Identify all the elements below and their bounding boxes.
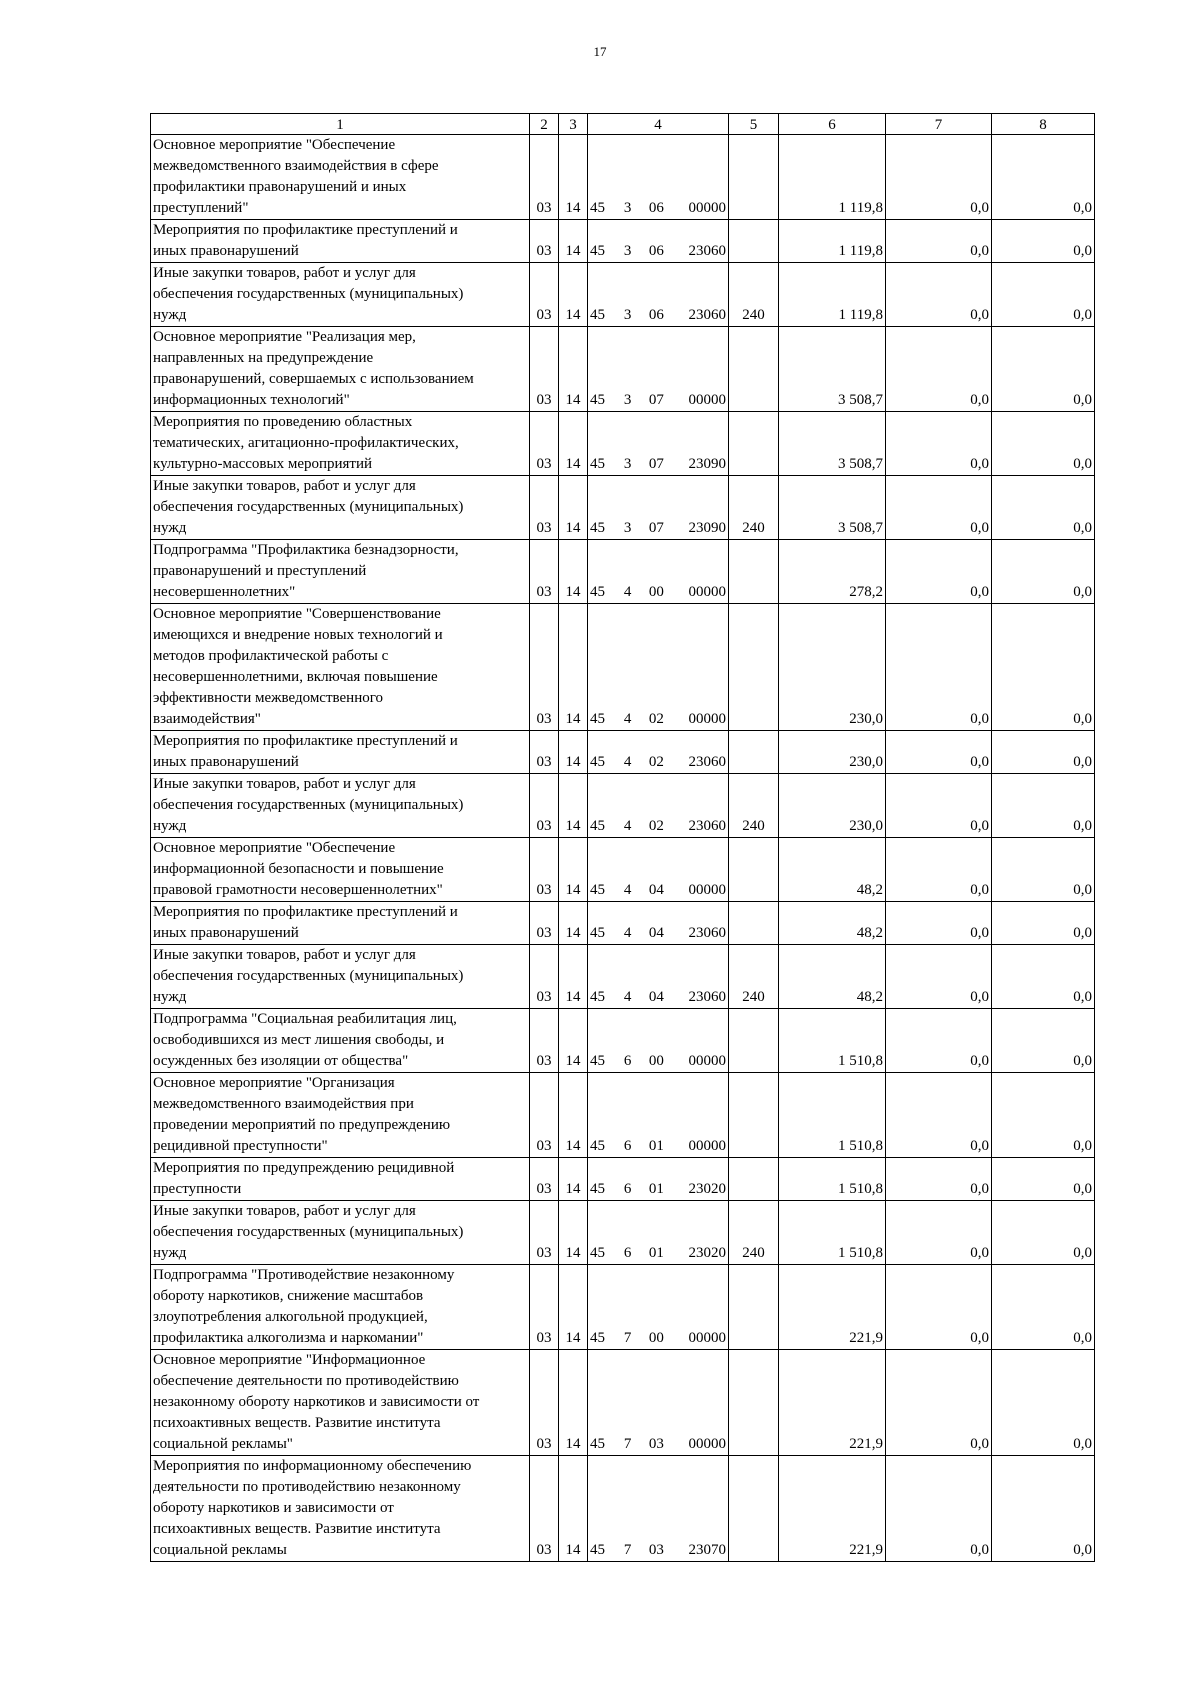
- subprogram-code: 3: [623, 456, 632, 472]
- activity-code: 01: [648, 1245, 664, 1261]
- subsection-code: 14: [559, 327, 588, 412]
- direction-code: 00000: [688, 584, 726, 600]
- expense-type: [729, 731, 779, 774]
- item-name: Подпрограмма "Противодействие незаконному обороту наркотиков, снижение масштабов злоупотребления алкогольной продукцией, профилактика алкоголизма и наркомании": [151, 1265, 530, 1350]
- expense-type: [729, 1456, 779, 1562]
- subprogram-code: 6: [623, 1181, 632, 1197]
- section-code: 03: [530, 731, 559, 774]
- amount-col7: 0,0: [886, 1350, 992, 1456]
- target-article: [588, 774, 729, 838]
- subsection-code: 14: [559, 604, 588, 731]
- section-code: 03: [530, 1201, 559, 1265]
- activity-code: 03: [648, 1542, 664, 1558]
- subprogram-code: 4: [623, 989, 632, 1005]
- expense-type: [729, 902, 779, 945]
- item-name: Основное мероприятие "Реализация мер, направленных на предупреждение правонарушений, совершаемых с использованием информационных технологий": [151, 327, 530, 412]
- direction-code: 00000: [688, 1138, 726, 1154]
- table-row: [151, 1073, 1095, 1158]
- program-code: 45: [590, 200, 605, 216]
- table-body: [151, 135, 1095, 1562]
- expense-type: 240: [729, 476, 779, 540]
- expense-type: [729, 1073, 779, 1158]
- target-article: [588, 1073, 729, 1158]
- amount-col6: 221,9: [779, 1265, 886, 1350]
- direction-code: 00000: [688, 882, 726, 898]
- expense-type: [729, 1265, 779, 1350]
- direction-code: 00000: [688, 1053, 726, 1069]
- amount-col8: 0,0: [992, 838, 1095, 902]
- target-article: [588, 540, 729, 604]
- direction-code: 23060: [688, 243, 726, 259]
- amount-col8: 0,0: [992, 476, 1095, 540]
- activity-code: 03: [648, 1436, 664, 1452]
- section-code: 03: [530, 1265, 559, 1350]
- amount-col6: 1 510,8: [779, 1201, 886, 1265]
- subsection-code: 14: [559, 902, 588, 945]
- activity-code: 00: [648, 1330, 664, 1346]
- amount-col7: 0,0: [886, 604, 992, 731]
- direction-code: 23020: [688, 1245, 726, 1261]
- header-cell: 1: [151, 114, 530, 135]
- section-code: 03: [530, 476, 559, 540]
- amount-col6: 48,2: [779, 902, 886, 945]
- amount-col6: 48,2: [779, 838, 886, 902]
- item-name: Иные закупки товаров, работ и услуг для обеспечения государственных (муниципальных) нужд: [151, 263, 530, 327]
- amount-col8: 0,0: [992, 327, 1095, 412]
- amount-col6: 1 510,8: [779, 1073, 886, 1158]
- subsection-code: 14: [559, 1201, 588, 1265]
- amount-col8: 0,0: [992, 731, 1095, 774]
- expense-type: 240: [729, 263, 779, 327]
- target-article: [588, 1009, 729, 1073]
- section-code: 03: [530, 540, 559, 604]
- program-code: 45: [590, 1542, 605, 1558]
- program-code: 45: [590, 711, 605, 727]
- amount-col8: 0,0: [992, 1265, 1095, 1350]
- activity-code: 04: [648, 925, 664, 941]
- section-code: 03: [530, 1456, 559, 1562]
- target-article: [588, 838, 729, 902]
- expense-type: 240: [729, 945, 779, 1009]
- program-code: 45: [590, 1330, 605, 1346]
- subprogram-code: 4: [623, 584, 632, 600]
- expense-type: 240: [729, 1201, 779, 1265]
- expense-type: [729, 1158, 779, 1201]
- table-row: [151, 774, 1095, 838]
- section-code: 03: [530, 1350, 559, 1456]
- amount-col6: 1 510,8: [779, 1158, 886, 1201]
- item-name: Мероприятия по информационному обеспечению деятельности по противодействию незаконному обороту наркотиков и зависимости от психоактивных веществ. Развитие института социальной рекламы: [151, 1456, 530, 1562]
- activity-code: 02: [648, 754, 664, 770]
- table-row: [151, 476, 1095, 540]
- expense-type: [729, 604, 779, 731]
- amount-col8: 0,0: [992, 220, 1095, 263]
- amount-col8: 0,0: [992, 135, 1095, 220]
- amount-col7: 0,0: [886, 412, 992, 476]
- item-name: Иные закупки товаров, работ и услуг для обеспечения государственных (муниципальных) нужд: [151, 476, 530, 540]
- target-article: [588, 327, 729, 412]
- header-row: [151, 114, 1095, 135]
- item-name: Иные закупки товаров, работ и услуг для обеспечения государственных (муниципальных) нужд: [151, 1201, 530, 1265]
- amount-col7: 0,0: [886, 945, 992, 1009]
- item-name: Иные закупки товаров, работ и услуг для обеспечения государственных (муниципальных) нужд: [151, 945, 530, 1009]
- subsection-code: 14: [559, 540, 588, 604]
- activity-code: 01: [648, 1181, 664, 1197]
- subprogram-code: 3: [623, 200, 632, 216]
- header-cell: 7: [886, 114, 992, 135]
- subprogram-code: 3: [623, 520, 632, 536]
- direction-code: 23060: [688, 989, 726, 1005]
- subsection-code: 14: [559, 263, 588, 327]
- amount-col7: 0,0: [886, 540, 992, 604]
- activity-code: 02: [648, 818, 664, 834]
- item-name: Мероприятия по проведению областных тематических, агитационно-профилактических, культурно-массовых мероприятий: [151, 412, 530, 476]
- target-article: [588, 135, 729, 220]
- amount-col8: 0,0: [992, 540, 1095, 604]
- amount-col7: 0,0: [886, 774, 992, 838]
- expense-type: [729, 220, 779, 263]
- program-code: 45: [590, 818, 605, 834]
- amount-col8: 0,0: [992, 604, 1095, 731]
- subprogram-code: 7: [623, 1542, 632, 1558]
- program-code: 45: [590, 1053, 605, 1069]
- amount-col6: 48,2: [779, 945, 886, 1009]
- direction-code: 23060: [688, 754, 726, 770]
- amount-col6: 3 508,7: [779, 412, 886, 476]
- table-row: [151, 1201, 1095, 1265]
- direction-code: 00000: [688, 1436, 726, 1452]
- direction-code: 00000: [688, 392, 726, 408]
- table-row: [151, 412, 1095, 476]
- activity-code: 06: [648, 200, 664, 216]
- header-cell: 4: [588, 114, 729, 135]
- table-row: [151, 945, 1095, 1009]
- section-code: 03: [530, 1158, 559, 1201]
- direction-code: 23060: [688, 307, 726, 323]
- table-row: [151, 540, 1095, 604]
- item-name: Иные закупки товаров, работ и услуг для обеспечения государственных (муниципальных) нужд: [151, 774, 530, 838]
- amount-col6: 3 508,7: [779, 327, 886, 412]
- program-code: 45: [590, 1138, 605, 1154]
- program-code: 45: [590, 754, 605, 770]
- amount-col7: 0,0: [886, 327, 992, 412]
- activity-code: 04: [648, 882, 664, 898]
- subprogram-code: 3: [623, 392, 632, 408]
- activity-code: 06: [648, 307, 664, 323]
- item-name: Основное мероприятие "Обеспечение межведомственного взаимодействия в сфере профилактики правонарушений и иных преступлений": [151, 135, 530, 220]
- direction-code: 23020: [688, 1181, 726, 1197]
- subsection-code: 14: [559, 135, 588, 220]
- target-article: [588, 1456, 729, 1562]
- header-cell: 8: [992, 114, 1095, 135]
- amount-col7: 0,0: [886, 902, 992, 945]
- table-row: [151, 263, 1095, 327]
- activity-code: 07: [648, 392, 664, 408]
- amount-col8: 0,0: [992, 1009, 1095, 1073]
- amount-col7: 0,0: [886, 1009, 992, 1073]
- direction-code: 23070: [688, 1542, 726, 1558]
- program-code: 45: [590, 307, 605, 323]
- amount-col8: 0,0: [992, 774, 1095, 838]
- amount-col6: 1 119,8: [779, 220, 886, 263]
- amount-col8: 0,0: [992, 945, 1095, 1009]
- item-name: Мероприятия по профилактике преступлений и иных правонарушений: [151, 731, 530, 774]
- table-row: [151, 838, 1095, 902]
- page-number: 17: [593, 44, 607, 59]
- target-article: [588, 604, 729, 731]
- target-article: [588, 263, 729, 327]
- amount-col8: 0,0: [992, 1073, 1095, 1158]
- subprogram-code: 7: [623, 1436, 632, 1452]
- table-row: [151, 902, 1095, 945]
- item-name: Основное мероприятие "Совершенствование имеющихся и внедрение новых технологий и методов профилактической работы с несовершеннолетними, включая повышение эффективности межведомственного взаимодействия": [151, 604, 530, 731]
- program-code: 45: [590, 520, 605, 536]
- expense-type: [729, 838, 779, 902]
- program-code: 45: [590, 392, 605, 408]
- section-code: 03: [530, 838, 559, 902]
- program-code: 45: [590, 584, 605, 600]
- amount-col8: 0,0: [992, 1201, 1095, 1265]
- amount-col6: 278,2: [779, 540, 886, 604]
- amount-col7: 0,0: [886, 1073, 992, 1158]
- direction-code: 00000: [688, 200, 726, 216]
- table-row: [151, 135, 1095, 220]
- subsection-code: 14: [559, 838, 588, 902]
- direction-code: 23060: [688, 925, 726, 941]
- target-article: [588, 945, 729, 1009]
- item-name: Подпрограмма "Профилактика безнадзорности, правонарушений и преступлений несовершеннолетних": [151, 540, 530, 604]
- direction-code: 00000: [688, 711, 726, 727]
- section-code: 03: [530, 412, 559, 476]
- amount-col6: 1 510,8: [779, 1009, 886, 1073]
- activity-code: 00: [648, 1053, 664, 1069]
- expense-type: [729, 1009, 779, 1073]
- subprogram-code: 3: [623, 243, 632, 259]
- section-code: 03: [530, 1009, 559, 1073]
- program-code: 45: [590, 989, 605, 1005]
- subsection-code: 14: [559, 945, 588, 1009]
- item-name: Мероприятия по профилактике преступлений и иных правонарушений: [151, 902, 530, 945]
- subprogram-code: 4: [623, 818, 632, 834]
- section-code: 03: [530, 902, 559, 945]
- amount-col8: 0,0: [992, 1158, 1095, 1201]
- program-code: 45: [590, 1436, 605, 1452]
- expense-type: [729, 135, 779, 220]
- section-code: 03: [530, 135, 559, 220]
- table-row: [151, 731, 1095, 774]
- activity-code: 07: [648, 456, 664, 472]
- section-code: 03: [530, 774, 559, 838]
- expense-type: 240: [729, 774, 779, 838]
- subsection-code: 14: [559, 1350, 588, 1456]
- activity-code: 01: [648, 1138, 664, 1154]
- amount-col8: 0,0: [992, 1350, 1095, 1456]
- activity-code: 06: [648, 243, 664, 259]
- amount-col6: 1 119,8: [779, 263, 886, 327]
- program-code: 45: [590, 456, 605, 472]
- activity-code: 07: [648, 520, 664, 536]
- target-article: [588, 731, 729, 774]
- amount-col7: 0,0: [886, 1265, 992, 1350]
- amount-col7: 0,0: [886, 135, 992, 220]
- target-article: [588, 220, 729, 263]
- header-cell: 5: [729, 114, 779, 135]
- amount-col7: 0,0: [886, 263, 992, 327]
- table-row: [151, 604, 1095, 731]
- subsection-code: 14: [559, 731, 588, 774]
- amount-col8: 0,0: [992, 263, 1095, 327]
- item-name: Основное мероприятие "Обеспечение информационной безопасности и повышение правовой грамотности несовершеннолетних": [151, 838, 530, 902]
- budget-table: [150, 113, 1095, 1562]
- subsection-code: 14: [559, 1009, 588, 1073]
- table-row: [151, 220, 1095, 263]
- activity-code: 04: [648, 989, 664, 1005]
- subprogram-code: 3: [623, 307, 632, 323]
- subsection-code: 14: [559, 1456, 588, 1562]
- subprogram-code: 4: [623, 754, 632, 770]
- amount-col6: 230,0: [779, 731, 886, 774]
- program-code: 45: [590, 243, 605, 259]
- amount-col7: 0,0: [886, 838, 992, 902]
- expense-type: [729, 327, 779, 412]
- subsection-code: 14: [559, 476, 588, 540]
- section-code: 03: [530, 604, 559, 731]
- amount-col6: 1 119,8: [779, 135, 886, 220]
- amount-col7: 0,0: [886, 220, 992, 263]
- table-row: [151, 327, 1095, 412]
- program-code: 45: [590, 882, 605, 898]
- target-article: [588, 1350, 729, 1456]
- target-article: [588, 1201, 729, 1265]
- item-name: Подпрограмма "Социальная реабилитация лиц, освободившихся из мест лишения свободы, и осужденных без изоляции от общества": [151, 1009, 530, 1073]
- program-code: 45: [590, 925, 605, 941]
- target-article: [588, 412, 729, 476]
- program-code: 45: [590, 1245, 605, 1261]
- header-cell: 6: [779, 114, 886, 135]
- subsection-code: 14: [559, 1265, 588, 1350]
- amount-col7: 0,0: [886, 1456, 992, 1562]
- amount-col8: 0,0: [992, 902, 1095, 945]
- header-cell: 3: [559, 114, 588, 135]
- subprogram-code: 4: [623, 925, 632, 941]
- table-row: [151, 1265, 1095, 1350]
- subsection-code: 14: [559, 220, 588, 263]
- subprogram-code: 4: [623, 882, 632, 898]
- amount-col7: 0,0: [886, 1158, 992, 1201]
- item-name: Мероприятия по предупреждению рецидивной преступности: [151, 1158, 530, 1201]
- direction-code: 23060: [688, 818, 726, 834]
- target-article: [588, 1265, 729, 1350]
- target-article: [588, 476, 729, 540]
- expense-type: [729, 540, 779, 604]
- table-row: [151, 1009, 1095, 1073]
- amount-col7: 0,0: [886, 731, 992, 774]
- activity-code: 00: [648, 584, 664, 600]
- subsection-code: 14: [559, 774, 588, 838]
- amount-col6: 230,0: [779, 774, 886, 838]
- subprogram-code: 4: [623, 711, 632, 727]
- subprogram-code: 6: [623, 1245, 632, 1261]
- item-name: Основное мероприятие "Организация межведомственного взаимодействия при проведении мероприятий по предупреждению рецидивной преступности": [151, 1073, 530, 1158]
- target-article: [588, 902, 729, 945]
- table-row: [151, 1456, 1095, 1562]
- amount-col8: 0,0: [992, 412, 1095, 476]
- subprogram-code: 7: [623, 1330, 632, 1346]
- section-code: 03: [530, 1073, 559, 1158]
- direction-code: 23090: [688, 520, 726, 536]
- subsection-code: 14: [559, 412, 588, 476]
- target-article: [588, 1158, 729, 1201]
- subprogram-code: 6: [623, 1053, 632, 1069]
- amount-col6: 221,9: [779, 1456, 886, 1562]
- header-cell: 2: [530, 114, 559, 135]
- amount-col7: 0,0: [886, 476, 992, 540]
- amount-col6: 230,0: [779, 604, 886, 731]
- item-name: Основное мероприятие "Информационное обеспечение деятельности по противодействию незаконному обороту наркотиков и зависимости от психоактивных веществ. Развитие института социальной рекламы": [151, 1350, 530, 1456]
- amount-col6: 221,9: [779, 1350, 886, 1456]
- table-row: [151, 1158, 1095, 1201]
- section-code: 03: [530, 263, 559, 327]
- subsection-code: 14: [559, 1158, 588, 1201]
- expense-type: [729, 1350, 779, 1456]
- direction-code: 00000: [688, 1330, 726, 1346]
- section-code: 03: [530, 945, 559, 1009]
- amount-col7: 0,0: [886, 1201, 992, 1265]
- section-code: 03: [530, 327, 559, 412]
- program-code: 45: [590, 1181, 605, 1197]
- subprogram-code: 6: [623, 1138, 632, 1154]
- item-name: Мероприятия по профилактике преступлений и иных правонарушений: [151, 220, 530, 263]
- section-code: 03: [530, 220, 559, 263]
- amount-col6: 3 508,7: [779, 476, 886, 540]
- activity-code: 02: [648, 711, 664, 727]
- expense-type: [729, 412, 779, 476]
- table-row: [151, 1350, 1095, 1456]
- amount-col8: 0,0: [992, 1456, 1095, 1562]
- subsection-code: 14: [559, 1073, 588, 1158]
- direction-code: 23090: [688, 456, 726, 472]
